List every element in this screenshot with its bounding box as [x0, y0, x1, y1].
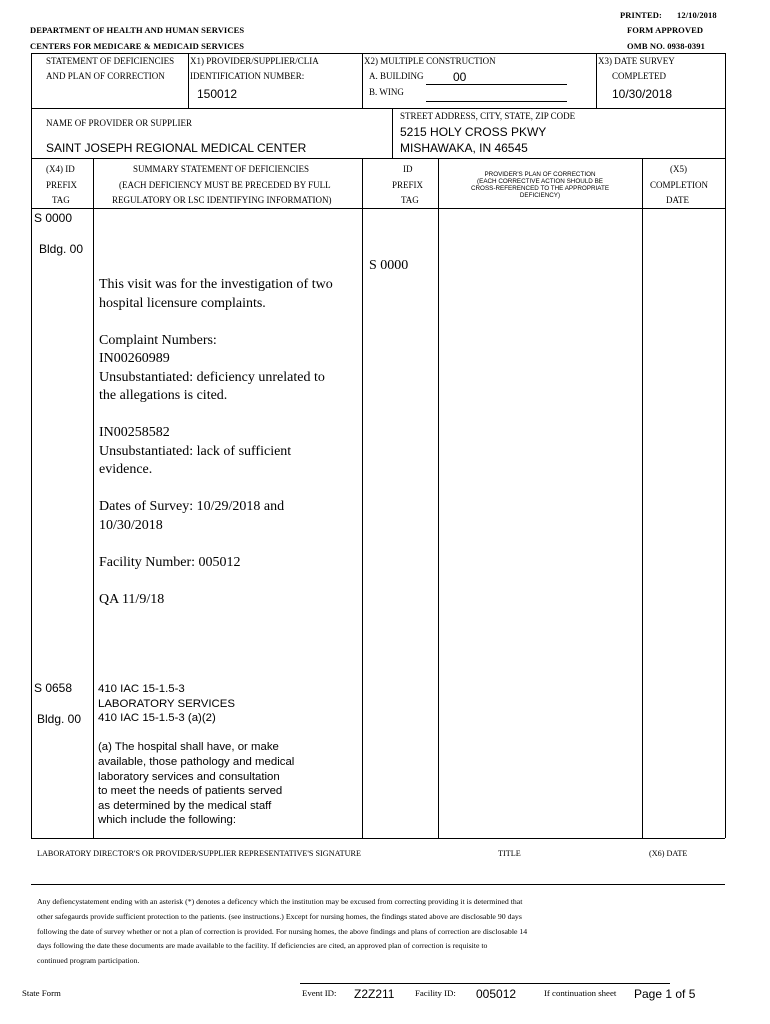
text-line: 410 IAC 15-1.5-3 (a)(2)	[98, 712, 216, 725]
col-summary-3: REGULATORY OR LSC IDENTIFYING INFORMATION)	[112, 195, 332, 205]
entry-text-block-2	[98, 682, 294, 828]
col-id-prefix: PREFIX	[392, 180, 424, 190]
text-line: Unsubstantiated: deficiency unrelated to	[99, 369, 325, 385]
centers-title: CENTERS FOR MEDICARE & MEDICAID SERVICES	[30, 41, 245, 51]
address-line-2: MISHAWAKA, IN 46545	[400, 141, 528, 155]
printed-label: PRINTED:	[620, 10, 662, 20]
text-line: Dates of Survey: 10/29/2018 and	[99, 499, 285, 514]
text-line: (a) The hospital shall have, or make	[98, 741, 279, 754]
building-value: 00	[453, 70, 467, 84]
signature-label: LABORATORY DIRECTOR'S OR PROVIDER/SUPPLIER REPRESENTATIVE'S SIGNATURE	[37, 849, 361, 858]
col-x4-id: (X4) ID	[46, 164, 75, 174]
building-label: A. BUILDING	[369, 71, 424, 81]
col-x4-tag: TAG	[52, 195, 70, 205]
text-line: Facility Number: 005012	[99, 554, 241, 570]
x2-label: X2) MULTIPLE CONSTRUCTION	[364, 56, 496, 66]
col-summary-2: (EACH DEFICIENCY MUST BE PRECEDED BY FULL	[119, 180, 331, 190]
col-date: DATE	[666, 195, 689, 205]
text-line: laboratory services and consultation	[98, 770, 280, 783]
text-line: available, those pathology and medical	[98, 755, 295, 768]
provider-name: SAINT JOSEPH REGIONAL MEDICAL CENTER	[46, 141, 307, 155]
facility-id-value: 005012	[476, 987, 517, 1001]
col-x5: (X5)	[670, 164, 687, 174]
text-line: evidence.	[99, 462, 153, 477]
entry-bldg-2: Bldg. 00	[37, 712, 82, 726]
provider-name-label: NAME OF PROVIDER OR SUPPLIER	[46, 118, 193, 128]
text-line: LABORATORY SERVICES	[98, 697, 235, 710]
entry-tag-s0000: S 0000	[34, 211, 73, 225]
survey-completed-date: 10/30/2018	[612, 87, 673, 101]
form-approved: FORM APPROVED	[627, 25, 704, 35]
disclaimer-line: other safegaurds provide sufficient protection to the patients. (see instructions.) Except for nursing homes, the findings stated above are disclosable 90 days	[37, 911, 522, 921]
disclaimer-line: following the date of survey whether or not a plan of correction is provided. For nursing homes, the above findings and plans of correction are disclosable 14	[37, 926, 528, 936]
address-label: STREET ADDRESS, CITY, STATE, ZIP CODE	[400, 111, 576, 121]
event-id-label: Event ID:	[302, 988, 337, 998]
disclaimer-line: Any defiencystatement ending with an asterisk (*) denotes a deficency which the institution may be excused from correcting providing it is determined that	[37, 897, 523, 906]
printed-date: 12/10/2018	[677, 10, 717, 20]
col-x4-prefix: PREFIX	[46, 180, 78, 190]
provider-id-number: 150012	[197, 87, 238, 101]
entry-text-block-1	[99, 276, 333, 609]
text-line: which include the following:	[98, 814, 237, 827]
col-plan-3: CROSS-REFERENCED TO THE APPROPRIATE	[470, 185, 610, 192]
signature-title-label: TITLE	[498, 849, 521, 858]
stmt-label-1: STATEMENT OF DEFICIENCIES	[46, 56, 175, 66]
stmt-label-2: AND PLAN OF CORRECTION	[46, 71, 165, 81]
text-line: QA 11/9/18	[99, 591, 165, 607]
col-plan-4: DEFICIENCY)	[519, 192, 561, 199]
text-line: the allegations is cited.	[99, 388, 228, 403]
department-title: DEPARTMENT OF HEALTH AND HUMAN SERVICES	[30, 25, 245, 35]
disclaimer-line: days following the date these documents are made available to the facility. If deficiencies are cited, an approved plan of correction is requisite to	[37, 941, 488, 951]
omb-number: OMB NO. 0938-0391	[627, 41, 705, 51]
wing-label: B. WING	[369, 87, 404, 97]
col-plan-2: (EACH CORRECTIVE ACTION SHOULD BE	[477, 178, 603, 185]
text-line: 10/30/2018	[99, 517, 163, 533]
event-id-value: Z2Z211	[354, 987, 395, 1001]
continuation-label: If continuation sheet	[544, 988, 617, 998]
text-line: IN00258582	[99, 425, 170, 440]
page-number: Page 1 of 5	[634, 987, 696, 1001]
x1-label-1: X1) PROVIDER/SUPPLIER/CLIA	[190, 56, 319, 66]
text-line: hospital licensure complaints.	[99, 295, 266, 311]
facility-id-label: Facility ID:	[415, 988, 456, 998]
state-form-label: State Form	[22, 988, 61, 998]
text-line: Unsubstantiated: lack of sufficient	[99, 443, 292, 459]
text-line: IN00260989	[99, 351, 170, 366]
col-id-tag: TAG	[401, 195, 419, 205]
signature-date-label: (X6) DATE	[649, 849, 688, 858]
entry-bldg-1: Bldg. 00	[39, 242, 84, 256]
disclaimer-line: continued program participation.	[37, 956, 140, 966]
plan-tag-s0000: S 0000	[369, 258, 409, 273]
text-line: 410 IAC 15-1.5-3	[98, 683, 185, 695]
text-line: as determined by the medical staff	[98, 799, 272, 812]
col-summary-1: SUMMARY STATEMENT OF DEFICIENCIES	[133, 164, 310, 174]
disclaimer-text	[37, 895, 527, 969]
col-plan-1: PROVIDER'S PLAN OF CORRECTION	[484, 171, 596, 178]
text-line: Complaint Numbers:	[99, 332, 217, 348]
col-completion: COMPLETION	[650, 180, 708, 190]
x3-label-1: X3) DATE SURVEY	[598, 56, 675, 66]
text-line: to meet the needs of patients served	[98, 785, 283, 798]
x1-label-2: IDENTIFICATION NUMBER:	[190, 71, 305, 81]
x3-label-2: COMPLETED	[612, 71, 666, 81]
text-line: This visit was for the investigation of two	[99, 277, 333, 292]
address-line-1: 5215 HOLY CROSS PKWY	[400, 125, 547, 139]
col-id: ID	[403, 164, 413, 174]
entry-tag-s0658: S 0658	[34, 681, 73, 695]
